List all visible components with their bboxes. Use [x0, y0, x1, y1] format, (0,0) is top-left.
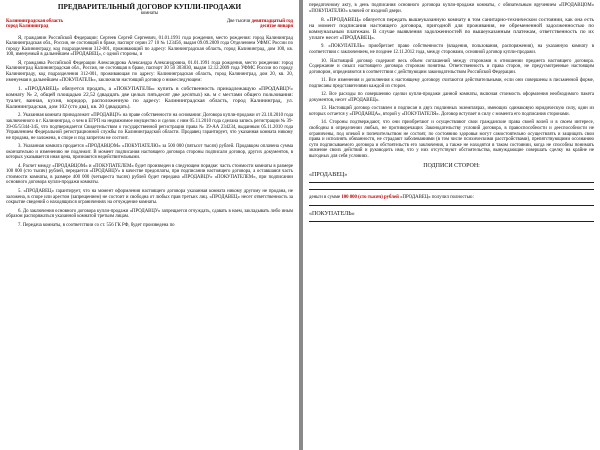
place-date-row: [6, 19, 293, 30]
clause-11: 11. Все изменения и дополнения к настоящему договору считаются действительными, если они совершены в письменной форме, подписаны представителями каждой из сторон.: [309, 78, 594, 89]
seller-label: «ПРОДАВЕЦ»: [309, 172, 348, 179]
clause-5: 5. «ПРОДАВЕЦ» гарантирует, что на момент оформления настоящего договора указанная комната никому другому не продана, не заложена, в споре или арестом (запрещением) не состоит и свободна от любых прав третьих лиц. «ПРОДАВЕЦ» несет ответственность за сокрытие сведений о находящихся ограничениях на отчуждение комнаты.: [6, 189, 293, 206]
clause-12: 12. Все расходы по совершению сделки купли-продажи данной комнаты, включая стоимость оформления необходимого пакета документов, несет «ПРОДАВЕЦ».: [309, 92, 594, 103]
money-signature-line: [309, 204, 594, 206]
clause-14: 14. Стороны подтверждают, что они приобретают и осуществляют свои гражданские права своей волей и в своем интересе, свободны в определении любых, не противоречащих Законодательству условий договора, в правоспособности и дееспособности не ограничены, под опекой и попечительством не состоят, по состоянию здоровья могут самостоятельно осуществлять и защищать свои права и исполнять обязанности, не страдают заболеваниями (в том числе психическими расстройствами), препятствующими осознанию сути подписываемого договора и обстоятельств его заключения, а также не находятся в таком состоянии, когда не способны понимать значение своих действий и руководить ими, что у них отсутствуют обстоятельства, вынуждающие совершать сделку на крайне не выгодных для себя условиях.: [309, 120, 594, 159]
money-amount: 100 000 (сто тысяч) рублей: [341, 195, 399, 201]
money-received: деньги в сумме 100 000 (сто тысяч) рублей «ПРОДАВЕЦ» получил полностью:: [309, 195, 474, 201]
clause-7-continued: передаточному акту, в день подписания основного договора купли-продажи комнаты, с обязательным вручением «ПРОДАВЦОМ» «ПОКУПАТЕЛЮ» ключей от входной двери.: [309, 3, 594, 14]
place-city: город Калининград: [6, 24, 49, 30]
signatures-title: ПОДПИСИ СТОРОН:: [423, 163, 480, 170]
clause-2: 2. Указанная комната принадлежит «ПРОДАВЦУ» на праве собственности на основании: Договора купли-продажи от 23.10.2010 года заключенного в г. Калининград, о чем в ЕГРП на недвижимое имущество и сделок с ним 05.11.2010 года сделана запись регистрации № 39-39-05/5/344-345, что подтверждается Свидетельством о государственной регистрации права № 39-АА 234234, выданным 05.11.2010 года Управлением Федеральной регистрационной службы по Калининградской области. Продавец гарантирует, что указанная комната никому не продана, не заложена, в споре и под запретом не состоит.: [6, 113, 293, 141]
clause-13: 13. Настоящий договор составлен и подписан в двух подлинных экземплярах, имеющих одинаковую юридическую силу, один из которых остается у «ПРОДАВЦА», второй у «ПОКУПАТЕЛЯ». Договор вступает в силу с момента его подписания сторонами.: [309, 106, 594, 117]
date-day: десятое января: [260, 24, 293, 30]
clause-9: 9. «ПОКУПАТЕЛЬ» приобретает право собственности (владения, пользования, распоряжения), на указанную комнату в соответствии с заключением, не позднее 12.11.2012 года, между сторонами, основной договор купли-продажи.: [309, 44, 594, 56]
page-right: [303, 0, 600, 450]
date-year: девятнадцатый год: [251, 18, 293, 24]
clause-3: 3. Указанная комната продается «ПРОДАВЦОМ» «ПОКУПАТЕЛЮ» за 500 000 (пятьсот тысяч) рублей. Продавцом оплачена сумма окончательно и изменению не подлежит. В момент подписания настоящего договора стороны подписали договор, других документов, в которых указывается иная цена, признаются недействительными.: [6, 144, 293, 161]
party-seller: Я, гражданин Российской Федерации: Сергеев Сергей Сергеевич, 01.01.1991 года рождения, место рождения: город Калининград Калининградская обл., Россия, не состоящий в браке, паспорт серии 27 10 № 123456, выдан 09.09.2009 года Отделением УФМС России по городу Калининграду, код подразделения 312-001, проживающий по адресу: Калининградская область, город Калининград, дом 100, кв. 100, именуемый в дальнейшем «ПРОДАВЕЦ», с одной стороны, и: [6, 35, 293, 58]
document-subtitle: комнаты: [140, 11, 159, 16]
clause-4: 4. Расчет между «ПРОДАВЦОМ» и «ПОКУПАТЕЛЕМ» будет произведен в следующем порядке: часть стоимости комнаты в размере 100 000 (сто тысяч) рублей, передается «ПРОДАВЦУ» в качестве предоплаты, при подписании настоящего договора, а оставшаяся часть стоимости комнаты, в размере 400 000 (четыреста тысяч) рублей будет передана «ПРОДАВЦУ» «ПОКУПАТЕЛЕМ», при подписании основного договора купли-продажи комнаты.: [6, 163, 293, 186]
buyer-label: «ПОКУПАТЕЛЬ»: [309, 210, 355, 217]
party-buyer: Я, гражданка Российской Федерации Александрова Александра Александровна, 01.01.1991 года рождения, место рождения: город Калининград Калининградская обл., Россия, не состоящая в браке, паспорт 30 50 303030, выдан 12.12.2009 года УФМС России по городу Калининграду, код подразделения 312-001, проживающая по адресу: Калининградская область, город Калининград, дом 20, кв. 20, именуемая в дальнейшем «ПОКУПАТЕЛЬ», заключили настоящий договор о нижеследующем:: [6, 60, 293, 83]
clause-1: 1. «ПРОДАВЕЦ» обязуется продать, а «ПОКУПАТЕЛЬ» купить в собственность принадлежащую «ПРОДАВЦУ» комнату № 2, общей площадью 22,52 (двадцать две целых пятьдесят две десятых) кв. м с местами общего пользования: туалет, ванная, кухня, коридор, расположенную по адресу: Калининградская область, город Калининград, ул. Калининградская, дом 102 (сто два), кв. 20 (двадцать).: [6, 86, 293, 111]
place-region: Калининградская область: [6, 18, 64, 24]
seller-signature-line: [309, 181, 594, 183]
document-title: ПРЕДВАРИТЕЛЬНЫЙ ДОГОВОР КУПЛИ-ПРОДАЖИ: [57, 3, 242, 11]
clause-7: 7. Передача комнаты, в соответствии со ст. 556 ГК РФ, будет произведена по: [18, 222, 175, 228]
page-left: [0, 0, 299, 450]
buyer-signature-line: [309, 220, 594, 222]
clause-10: 10. Настоящий договор содержит весь объем соглашений между сторонами в отношении предмета настоящего договора. Содержание и смысл настоящего договора сторонам понятны. Ответственность и права сторон, не предусмотренные настоящим договором, определяются в соответствии с действующим законодательством Российской Федерации.: [309, 58, 594, 75]
date-label: Две тысячи: [226, 18, 251, 24]
clause-6: 6. До заключения основного договора купли-продажи «ПРОДАВЦУ» запрещается отчуждать, сдавать в наем, закладывать либо иным образом распоряжаться указанной комнатой третьим лицам.: [6, 208, 293, 220]
clause-8: 8. «ПРОДАВЕЦ» обязуется передать вышеуказанную комнату в том санитарно-техническом состоянии, как она есть на момент подписания настоящего договора, пригодной для проживания, не обремененной задолженностью по коммунальным платежам. В случае выявления задолженностей по вышеуказанным платежам, ответственность по их уплате несет «ПРОДАВЕЦ».: [309, 17, 594, 42]
seller-signature-line-2: [309, 188, 594, 190]
